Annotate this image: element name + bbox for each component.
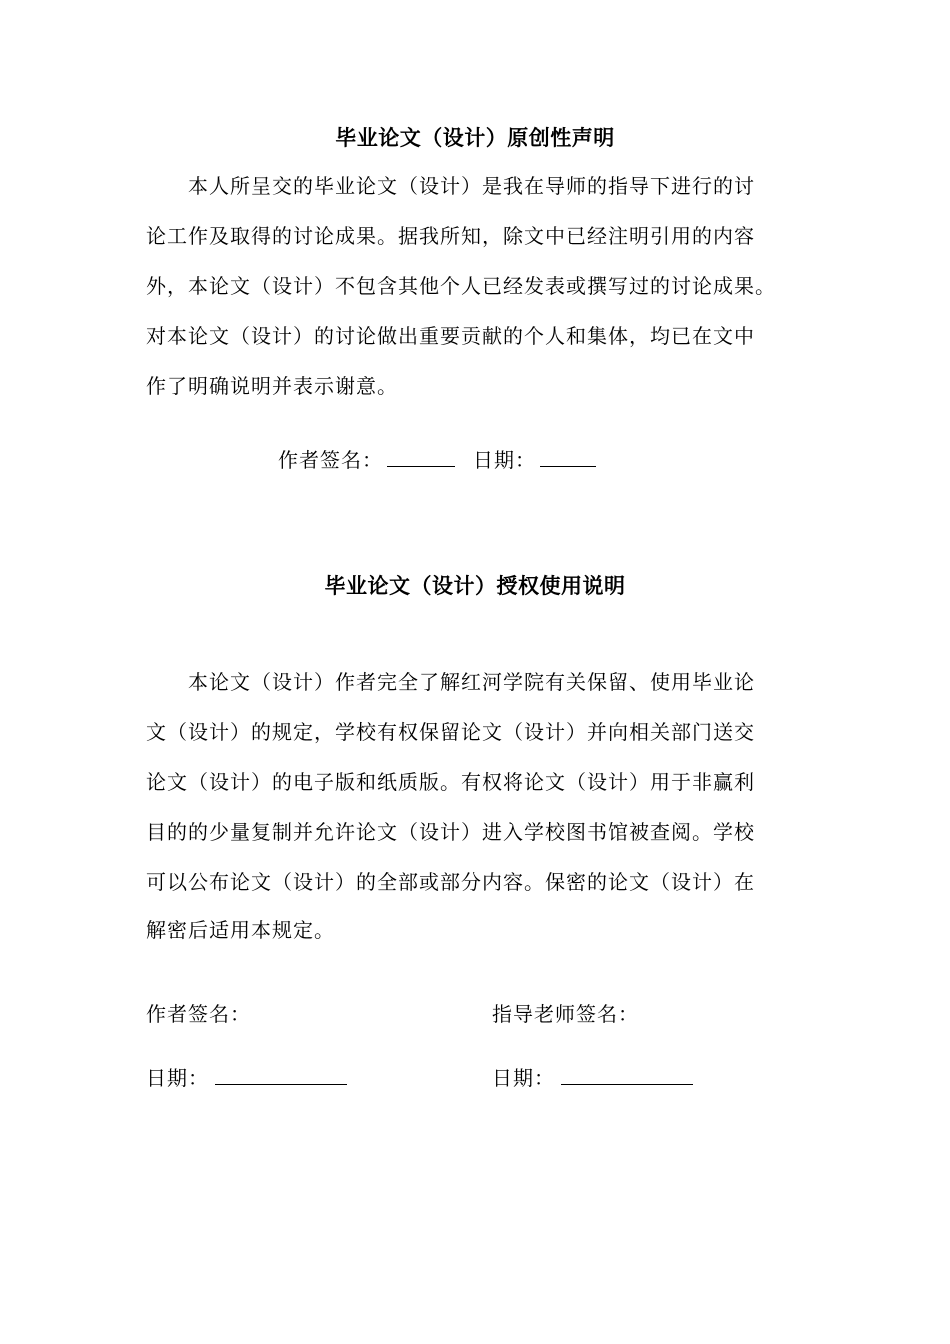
authorization-title: 毕业论文（设计）授权使用说明: [324, 573, 626, 598]
authorization-line-5: 可以公布论文（设计）的全部或部分内容。保密的论文（设计）在: [146, 870, 755, 894]
author-date-row: [146, 1064, 347, 1090]
author-sign-label: 作者签名：: [278, 448, 383, 472]
originality-line-2: 论工作及取得的讨论成果。据我所知，除文中已经注明引用的内容: [146, 224, 755, 248]
advisor-date-blank[interactable]: [561, 1064, 693, 1085]
author-date-label: 日期：: [146, 1066, 209, 1090]
author-date-blank[interactable]: [215, 1064, 347, 1085]
originality-line-4: 对本论文（设计）的讨论做出重要贡献的个人和集体，均已在文中: [146, 324, 755, 348]
advisor-date-row: [492, 1064, 693, 1090]
advisor-date-label: 日期：: [492, 1066, 555, 1090]
author-sign-blank[interactable]: [387, 446, 455, 467]
authorization-line-3: 论文（设计）的电子版和纸质版。有权将论文（设计）用于非赢利: [146, 770, 755, 794]
authorization-line-6: 解密后适用本规定。: [146, 918, 335, 942]
originality-line-1: 本人所呈交的毕业论文（设计）是我在导师的指导下进行的讨: [188, 174, 755, 198]
authorization-line-2: 文（设计）的规定，学校有权保留论文（设计）并向相关部门送交: [146, 720, 755, 744]
advisor-sign-label: 指导老师签名：: [492, 1002, 639, 1026]
author-sign-label-2: 作者签名：: [146, 1002, 251, 1026]
date-label: 日期：: [473, 448, 536, 472]
date-blank[interactable]: [540, 446, 596, 467]
authorization-line-1: 本论文（设计）作者完全了解红河学院有关保留、使用毕业论: [188, 670, 755, 694]
originality-title: 毕业论文（设计）原创性声明: [335, 125, 615, 150]
originality-signature-row: [278, 446, 596, 472]
originality-line-5: 作了明确说明并表示谢意。: [146, 374, 398, 398]
originality-line-3: 外，本论文（设计）不包含其他个人已经发表或撰写过的讨论成果。: [146, 274, 776, 298]
authorization-line-4: 目的的少量复制并允许论文（设计）进入学校图书馆被查阅。学校: [146, 820, 755, 844]
